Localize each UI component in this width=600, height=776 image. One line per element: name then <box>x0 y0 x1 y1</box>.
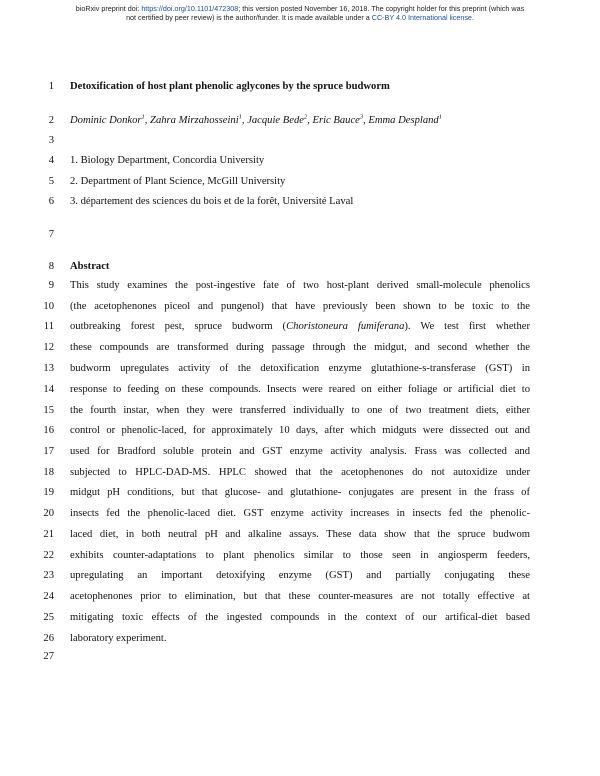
line-number: 13 <box>43 363 54 374</box>
banner-line-2 <box>0 13 600 22</box>
abstract-line: acetophenones prior to elimination, but that these counter-measures are not totally effective at <box>70 591 530 602</box>
affiliation-2: 2. Department of Plant Science, McGill University <box>70 176 286 187</box>
banner-prefix: bioRxiv preprint doi: <box>75 4 142 13</box>
author-affiliation-number: 2 <box>303 113 308 121</box>
abstract-line: laced diet, in both neutral pH and alkaline assays. These data show that the spruce budwom <box>70 529 530 540</box>
abstract-line: upregulating an important detoxifying enzyme (GST) and partially conjugating these <box>70 570 530 581</box>
line-number: 19 <box>43 487 54 498</box>
author-name: Zahra Mirzahosseini <box>150 115 239 126</box>
line-number: 10 <box>43 301 54 312</box>
line-number: 11 <box>43 321 54 332</box>
author-name: Eric Bauce <box>312 115 360 126</box>
author-affiliation-number: 3 <box>359 113 364 121</box>
license-link[interactable]: CC-BY 4.0 International license <box>371 13 472 22</box>
preprint-banner <box>0 4 600 22</box>
abstract-line: This study examines the post-ingestive fate of two host-plant derived small-molecule phenolics <box>70 280 530 291</box>
abstract-line: subjected to HPLC-DAD-MS. HPLC showed that the acetophenones do not autoxidize under <box>70 467 530 478</box>
author-affiliation-number: 1 <box>438 113 442 121</box>
line-number: 2 <box>48 115 54 126</box>
author-list: Dominic Donkor$^1$, Zahra Mirzahosseini$^1$, Jacquie Bede$^2$, Eric Bauce$^3$, Emma Despland$^1$ <box>70 113 442 126</box>
banner-line-1 <box>0 4 600 13</box>
abstract-line: insects fed the phenolic-laced diet. GST enzyme activity increases in insects fed the phenolic- <box>70 508 530 519</box>
line-number: 4 <box>48 155 54 166</box>
line-number: 1 <box>48 81 54 92</box>
abstract-line: (the acetophenones piceol and pungenol) that have previously been shown to be toxic to the <box>70 301 530 312</box>
abstract-line: laboratory experiment. <box>70 633 167 644</box>
abstract-line: these compounds are transformed during passage through the midgut, and second whether the <box>70 342 530 353</box>
line-number: 26 <box>43 633 54 644</box>
abstract-line: outbreaking forest pest, spruce budworm (Choristoneura fumiferana). We test first whether <box>70 321 531 332</box>
abstract-line: control or phenolic-laced, for approximately 10 days, after which midguts were dissected out and <box>70 425 530 436</box>
author-affiliation-number: 1 <box>141 113 145 121</box>
doi-link[interactable]: https://doi.org/10.1101/472308 <box>141 4 239 13</box>
line-number: 25 <box>43 612 54 623</box>
line-number: 23 <box>43 570 54 581</box>
line-number: 22 <box>43 550 54 561</box>
affiliation-3: 3. département des sciences du bois et de la forêt, Université Laval <box>70 196 354 207</box>
line-number: 24 <box>43 591 54 602</box>
line-number: 12 <box>43 342 54 353</box>
banner-line2-start: not certified by peer review) is the author/funder. It is made available under a <box>126 13 372 22</box>
line-number: 3 <box>48 135 54 146</box>
banner-middle: ; this version posted November 16, 2018. The copyright holder for this preprint (which was <box>238 4 525 13</box>
affiliation-1: 1. Biology Department, Concordia University <box>70 155 265 166</box>
abstract-heading: Abstract <box>70 261 110 272</box>
line-number: 17 <box>43 446 54 457</box>
line-number: 16 <box>43 425 54 436</box>
abstract-line: exhibits counter-adaptations to plant phenolics similar to those seen in angiosperm feeders, <box>70 550 530 561</box>
author-name: Dominic Donkor <box>70 115 142 126</box>
line-number: 6 <box>48 196 54 207</box>
line-number: 27 <box>43 651 54 662</box>
abstract-line: mitigating toxic effects of the ingested compounds in the context of our artifical-diet based <box>70 612 530 623</box>
line-number: 21 <box>43 529 54 540</box>
abstract-line: response to feeding on these compounds. Insects were reared on either foliage or artificial diet to <box>70 384 530 395</box>
line-number: 8 <box>48 261 54 272</box>
line-number: 9 <box>48 280 54 291</box>
author-affiliation-number: 1 <box>238 113 242 121</box>
line-number: 15 <box>43 405 54 416</box>
abstract-line: midgut pH conditions, but that glucose- and glutathione- conjugates are present in the frass of <box>70 487 530 498</box>
abstract-line: used for Bradford soluble protein and GST enzyme activity analysis. Frass was collected and <box>70 446 530 457</box>
line-number: 7 <box>48 229 54 240</box>
abstract-line: the fourth instar, when they were transferred individually to one of two treatment diets, either <box>70 405 530 416</box>
line-number: 20 <box>43 508 54 519</box>
species-name: Choristoneura fumiferana <box>286 321 405 332</box>
banner-line2-end: . <box>471 13 474 22</box>
paper-title: Detoxification of host plant phenolic aglycones by the spruce budworm <box>70 81 390 92</box>
author-name: Emma Despland <box>368 115 439 126</box>
line-number: 14 <box>43 384 54 395</box>
abstract-line: budworm upregulates activity of the detoxification enzyme glutathione-s-transferase (GST) in <box>70 363 530 374</box>
line-number: 18 <box>43 467 54 478</box>
line-number: 5 <box>48 176 54 187</box>
author-name: Jacquie Bede <box>247 115 304 126</box>
